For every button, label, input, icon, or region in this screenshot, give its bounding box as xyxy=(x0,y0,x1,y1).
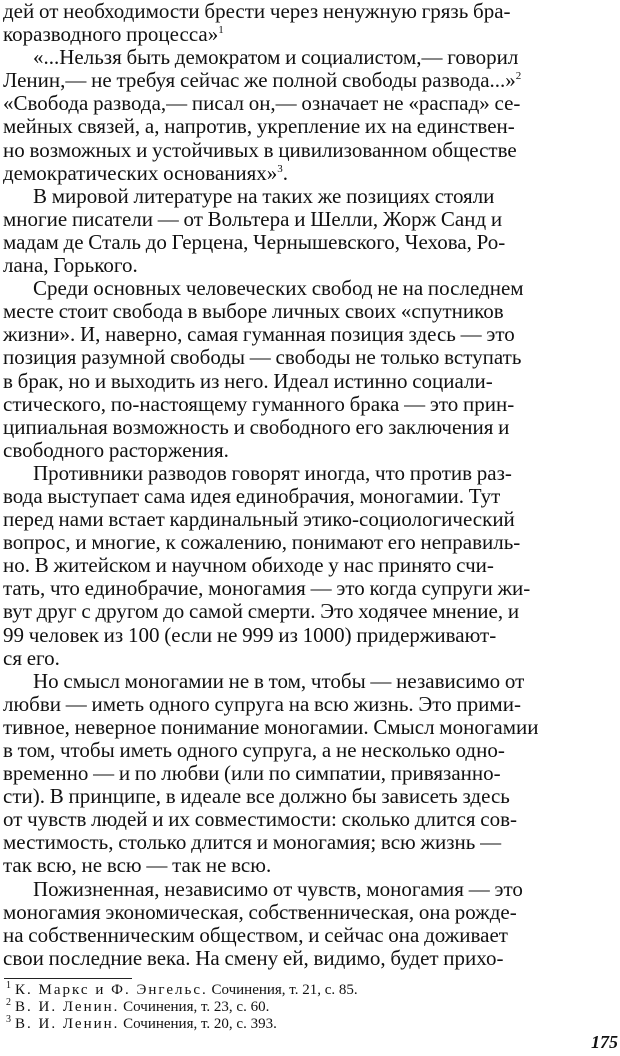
text-line: тивное, неверное понимание моногамии. Смысл моногамии xyxy=(3,714,539,739)
footnote-author: К. Маркс и Ф. Энгельс. xyxy=(15,982,208,998)
paragraph xyxy=(3,277,613,462)
text-line: «...Нельзя быть демократом и социалистом,— говорил xyxy=(33,45,519,70)
footnote-ref: 2 xyxy=(515,70,522,83)
text-line: В мировой литературе на таких же позициях стояли xyxy=(33,183,495,208)
footnote: $^3$ В. И. Ленин. Сочинения, т. 20, с. 393. xyxy=(6,1014,277,1032)
text-line: 99 человек из 100 (если не 999 из 1000) придерживают- xyxy=(3,622,497,647)
text-line: от чувств людей и их совместимости: сколько длится сов- xyxy=(3,807,518,832)
footnote-ref: 1 xyxy=(218,24,224,37)
text-line: Противники разводов говорят иногда, что против раз- xyxy=(33,460,512,485)
text-line: мадам де Сталь до Герцена, Чернышевского, Чехова, Ро- xyxy=(3,229,506,254)
text-line: но возможных и устойчивых в цивилизованном обществе xyxy=(3,137,517,162)
paragraph xyxy=(3,878,613,970)
text-line: ципиальная возможность и свободного его заключения и xyxy=(3,414,510,439)
text-line: на собственническим обществом, и сейчас она доживает xyxy=(3,922,508,947)
text-line: свои последние века. На смену ей, видимо, будет прихо- xyxy=(3,945,504,970)
text-line: тать, что единобрачие, моногамия — это когда супруги жи- xyxy=(3,576,531,601)
paragraph xyxy=(3,185,613,277)
text-line: лана, Горького. xyxy=(3,253,138,278)
footnote: $^2$ В. И. Ленин. Сочинения, т. 23, с. 60. xyxy=(6,997,270,1015)
text-line: стического, по-настоящему гуманного брака — это прин- xyxy=(3,391,515,416)
text-line: жизни». И, наверно, самая гуманная позиция здесь — это xyxy=(3,322,515,347)
footnote: $^1$ К. Маркс и Ф. Энгельс. Сочинения, т. 21, с. 85. xyxy=(6,980,358,998)
footnote-ref: 3 xyxy=(277,162,283,175)
text-line: многие писатели — от Вольтера и Шелли, Жорж Санд и xyxy=(3,206,503,231)
text-line: местимость, столько длится и моногамия; всю жизнь — xyxy=(3,830,502,855)
paragraph xyxy=(3,462,613,670)
paragraph xyxy=(3,46,613,185)
text-line: моногамия экономическая, собственническая, она рожде- xyxy=(3,899,517,924)
footnote-author: В. И. Ленин. xyxy=(15,1016,120,1032)
text-line: ся его. xyxy=(3,645,60,670)
text-line: перед нами встает кардинальный этико-социологический xyxy=(3,507,515,532)
text-line: но. В житейском и научном обиходе у нас принято счи- xyxy=(3,553,494,578)
text-line: Среди основных человеческих свобод не на последнем xyxy=(33,276,524,301)
text-line: месте стоит свобода в выборе личных своих «спутников xyxy=(3,299,504,324)
text-line: демократических основаниях»$^3$. xyxy=(3,160,289,185)
text-line: свободного расторжения. xyxy=(3,437,229,462)
text-line: любви — иметь одного супруга на всю жизнь. Это прими- xyxy=(3,691,521,716)
footnote-divider xyxy=(4,978,132,979)
text-line: «Свобода развода,— писал он,— означает не «распад» се- xyxy=(3,91,521,116)
text-line: вода выступает сама идея единобрачия, моногамии. Тут xyxy=(3,483,501,508)
page-number: 175 xyxy=(591,1032,618,1052)
footnotes xyxy=(6,982,566,1033)
text-line: в брак, но и выходить из него. Идеал истинно социали- xyxy=(3,368,493,393)
text-line: мейных связей, а, напротив, укрепление их на единствен- xyxy=(3,114,515,139)
paragraph xyxy=(3,0,613,46)
text-line: так всю, не всю — так не всю. xyxy=(3,853,272,878)
text-line: в том, чтобы иметь одного супруга, а не несколько одно- xyxy=(3,738,505,762)
text-line: вопрос, и многие, к сожалению, понимают его неправиль- xyxy=(3,530,521,555)
text-line: Но смысл моногамии не в том, чтобы — независимо от xyxy=(33,668,525,693)
text-line: сти). В принципе, в идеале все должно бы зависеть здесь xyxy=(3,784,510,809)
text-line: вут друг с другом до самой смерти. Это ходячее мнение, и xyxy=(3,599,520,624)
body-text xyxy=(3,0,613,970)
text-line: Пожизненная, независимо от чувств, моногамия — это xyxy=(33,876,523,901)
paragraph xyxy=(3,670,613,878)
text-line: временно — и по любви (или по симпатии, привязанно- xyxy=(3,761,501,786)
text-line: Ленин,— не требуя сейчас же полной свободы развода...»$^2$ xyxy=(3,68,522,93)
footnote-author: В. И. Ленин. xyxy=(15,999,120,1015)
text-line: коразводного процесса»$^1$ xyxy=(3,22,224,47)
text-line: дей от необходимости брести через ненужную грязь бра- xyxy=(3,0,511,23)
text-line: позиция разумной свободы — свободы не только вступать xyxy=(3,345,522,370)
